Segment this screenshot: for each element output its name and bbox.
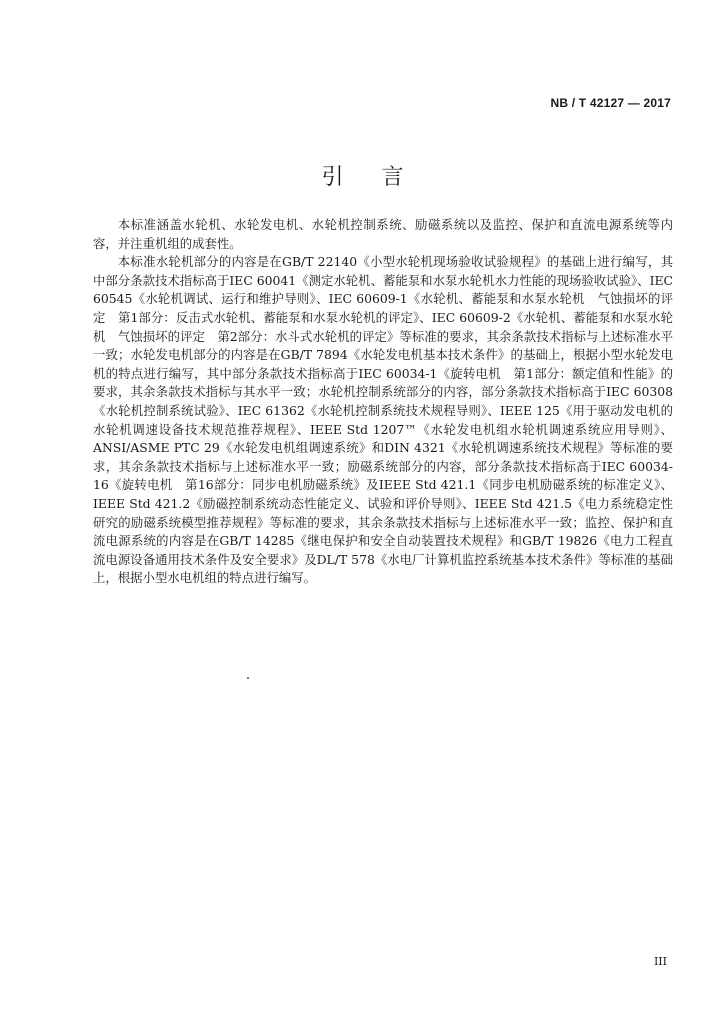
page-number: III: [653, 955, 667, 968]
stray-dot: [247, 677, 249, 679]
standard-code: NB / T 42127 — 2017: [550, 96, 671, 110]
page-title: 引言: [321, 165, 442, 190]
paragraph-scope: 本标准涵盖水轮机、水轮发电机、水轮机控制系统、励磁系统以及监控、保护和直流电源系统等内容，并注重机组的成套性。: [93, 217, 673, 251]
paragraph-basis: 本标准水轮机部分的内容是在GB/T 22140《小型水轮机现场验收试验规程》的基础上进行编写，其中部分条款技术指标高于IEC 60041《测定水轮机、蓄能泵和水泵水轮机水力性能的现场验收试验》、IEC 60545《水轮机调试、运行和维护导则》、IEC 60609-1《水轮机、蓄能泵和水泵水轮机 气蚀损坏的评定 第1部分：反击式水轮机、蓄能泵和水泵水轮机的评定》、IEC 60609-2《水轮机、蓄能泵和水泵水轮机 气蚀损坏的评定 第2部分：水斗式水轮机的评定》等标准的要求，其余条款技术指标与上述标准水平一致；水轮发电机部分的内容是在GB/T 7894《水轮发电机基本技术条件》的基础上，根据小型水轮发电机的特点进行编写，其中部分条款技术指标高于IEC 60034-1《旋转电机 第1部分：额定值和性能》的要求，其余条款技术指标与其水平一致；水轮机控制系统部分的内容，部分条款技术指标高于IEC 60308《水轮机控制系统试验》、IEC 61362《水轮机控制系统技术规程导则》、IEEE 125《用于驱动发电机的水轮机调速设备技术规范推荐规程》、IEEE Std 1207™《水轮发电机组水轮机调速系统应用导则》、ANSI/ASME PTC 29《水轮发电机组调速系统》和DIN 4321《水轮机调速系统技术规程》等标准的要求，其余条款技术指标与上述标准水平一致；励磁系统部分的内容，部分条款技术指标高于IEC 60034-16《旋转电机 第16部分：同步电机励磁系统》及IEEE Std 421.1《同步电机励磁系统的标准定义》、IEEE Std 421.2《励磁控制系统动态性能定义、试验和评价导则》、IEEE Std 421.5《电力系统稳定性研究的励磁系统模型推荐规程》等标准的要求，其余条款技术指标与上述标准水平一致；监控、保护和直流电源系统的内容是在GB/T 14285《继电保护和安全自动装置技术规程》和GB/T 19826《电力工程直流电源设备通用技术条件及安全要求》及DL/T 578《水电厂计算机监控系统基本技术条件》等标准的基础上，根据小型水电机组的特点进行编写。: [93, 254, 673, 586]
body-text: [93, 216, 673, 588]
